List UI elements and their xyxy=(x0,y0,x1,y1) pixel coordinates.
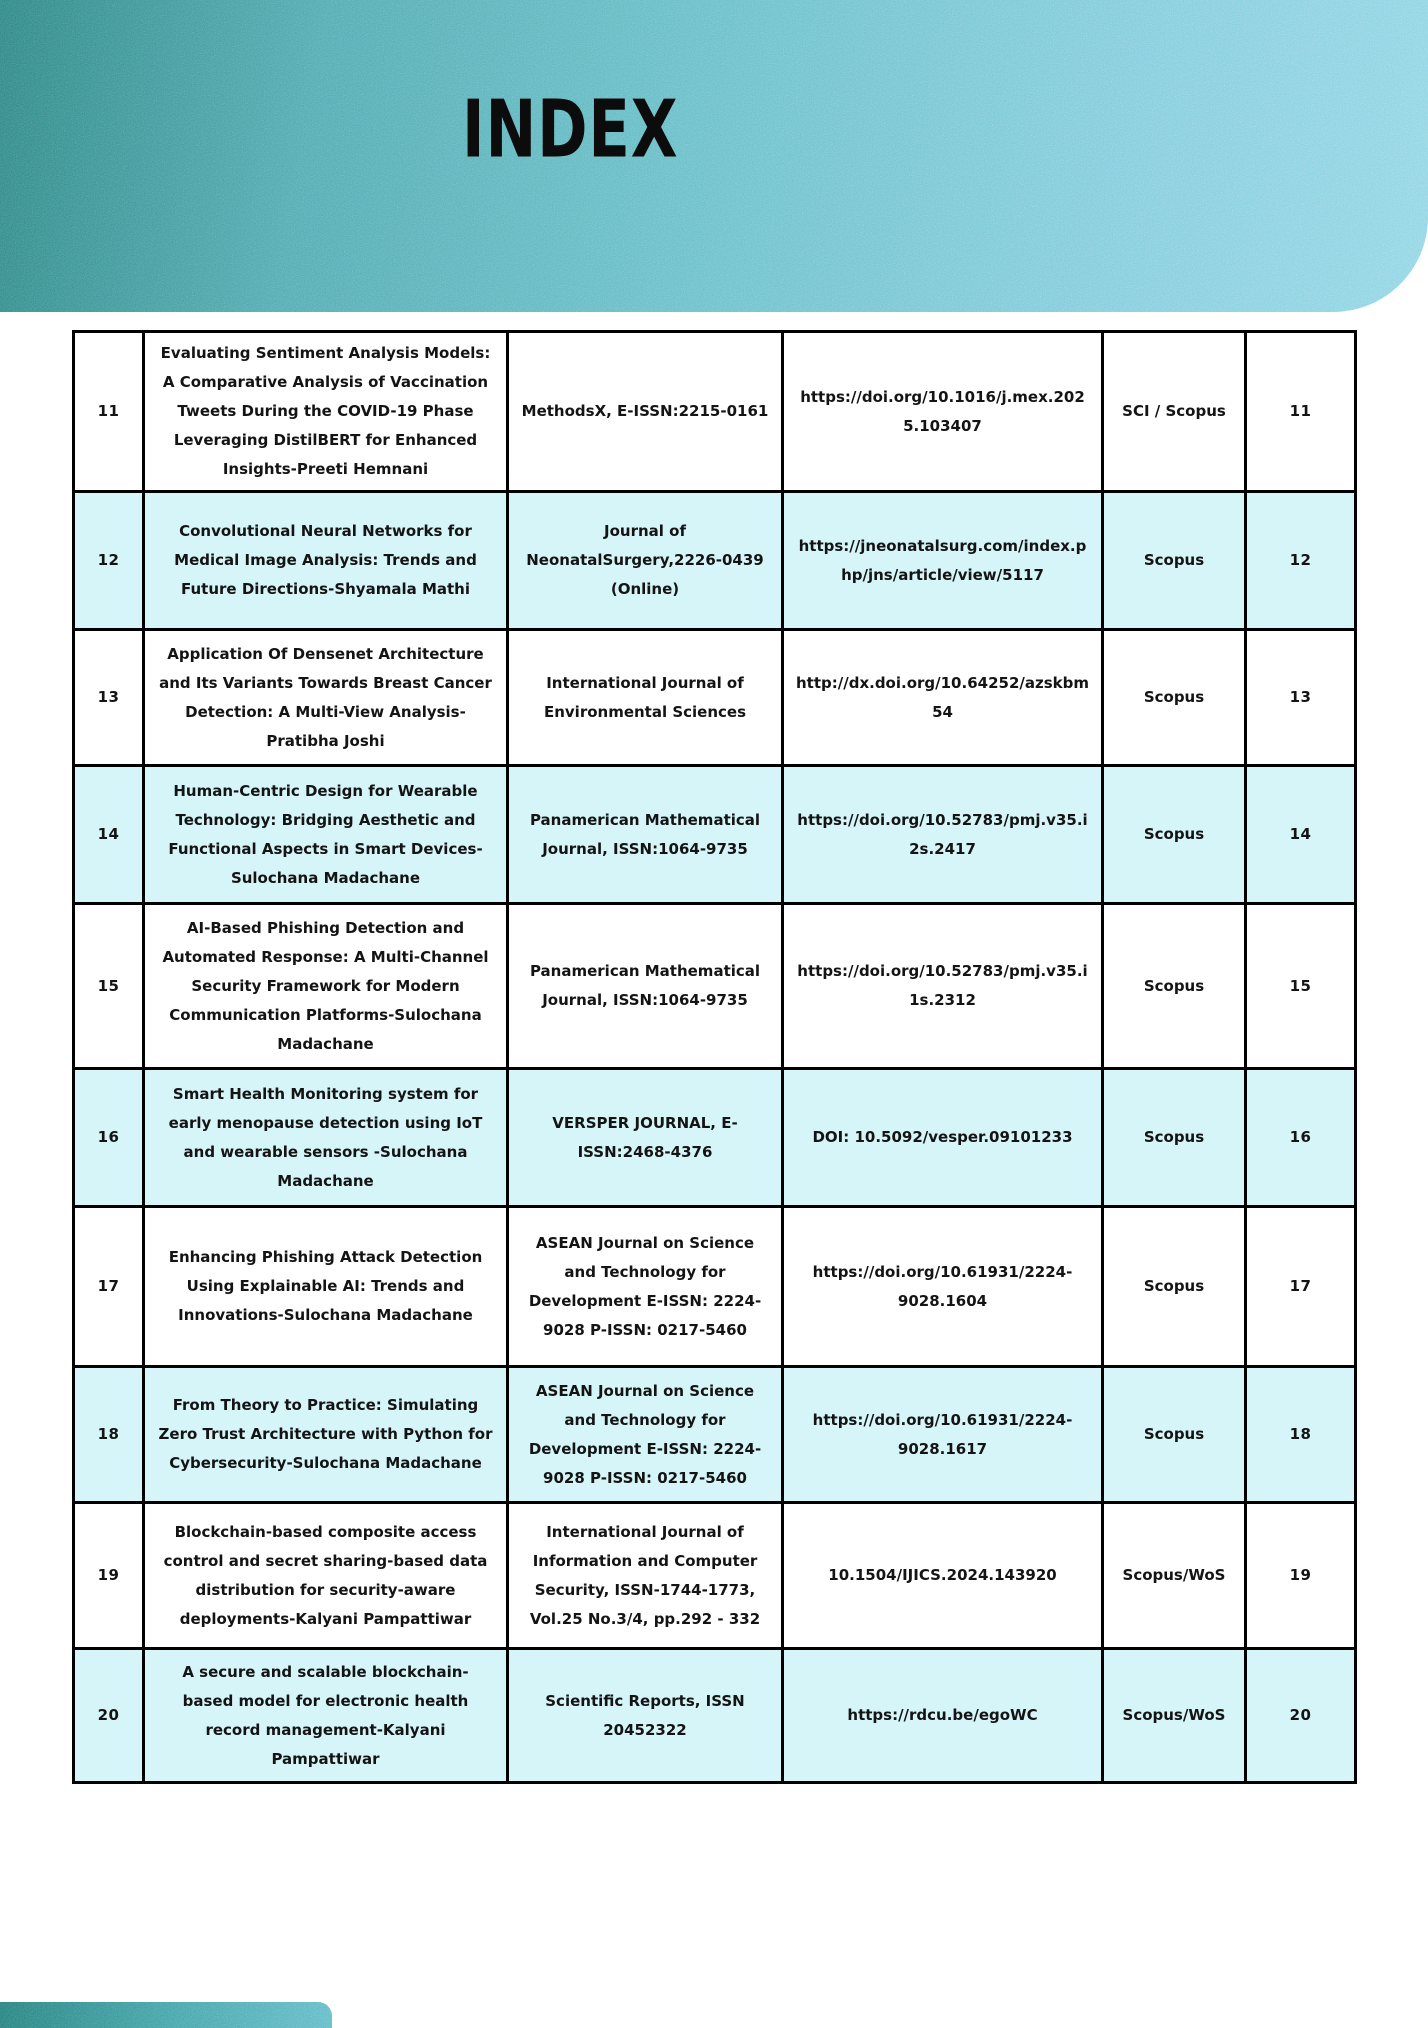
paper-title: Application Of Densenet Architecture and Its Variants Towards Breast Cancer Detection: A Multi-View Analysis-Pratibha Joshi xyxy=(144,630,508,766)
paper-link[interactable]: https://doi.org/10.61931/2224-9028.1604 xyxy=(783,1207,1103,1367)
row-index-right: 18 xyxy=(1246,1367,1356,1503)
paper-title: AI-Based Phishing Detection and Automated Response: A Multi-Channel Security Framework for Modern Communication Platforms-Sulochana Madachane xyxy=(144,904,508,1069)
paper-link[interactable]: https://doi.org/10.52783/pmj.v35.i2s.2417 xyxy=(783,766,1103,904)
row-index-right: 17 xyxy=(1246,1207,1356,1367)
journal-name: International Journal of Information and Computer Security, ISSN-1744-1773, Vol.25 No.3/4, pp.292 - 332 xyxy=(508,1503,783,1649)
row-index-left: 20 xyxy=(74,1649,144,1783)
table-row xyxy=(74,1503,1356,1649)
header-banner xyxy=(0,0,1428,312)
paper-title: A secure and scalable blockchain-based model for electronic health record management-Kalyani Pampattiwar xyxy=(144,1649,508,1783)
row-index-right: 14 xyxy=(1246,766,1356,904)
paper-title: From Theory to Practice: Simulating Zero Trust Architecture with Python for Cybersecurity-Sulochana Madachane xyxy=(144,1367,508,1503)
table-row xyxy=(74,1649,1356,1783)
paper-title: Evaluating Sentiment Analysis Models: A Comparative Analysis of Vaccination Tweets During the COVID-19 Phase Leveraging DistilBERT for Enhanced Insights-Preeti Hemnani xyxy=(144,332,508,492)
page-title-wrap xyxy=(0,81,1140,176)
table-row xyxy=(74,1207,1356,1367)
indexing-label: Scopus xyxy=(1103,630,1246,766)
row-index-left: 18 xyxy=(74,1367,144,1503)
journal-name: VERSPER JOURNAL, E-ISSN:2468-4376 xyxy=(508,1069,783,1207)
table-row xyxy=(74,766,1356,904)
paper-link[interactable]: https://rdcu.be/egoWC xyxy=(783,1649,1103,1783)
row-index-right: 15 xyxy=(1246,904,1356,1069)
row-index-right: 16 xyxy=(1246,1069,1356,1207)
indexing-label: Scopus xyxy=(1103,1207,1246,1367)
paper-link[interactable]: https://jneonatalsurg.com/index.php/jns/article/view/5117 xyxy=(783,492,1103,630)
indexing-label: Scopus xyxy=(1103,904,1246,1069)
paper-title: Blockchain-based composite access control and secret sharing-based data distribution for security-aware deployments-Kalyani Pampattiwar xyxy=(144,1503,508,1649)
row-index-left: 17 xyxy=(74,1207,144,1367)
table-row xyxy=(74,904,1356,1069)
indexing-label: Scopus/WoS xyxy=(1103,1503,1246,1649)
grain-texture xyxy=(0,2002,332,2028)
row-index-left: 14 xyxy=(74,766,144,904)
row-index-right: 19 xyxy=(1246,1503,1356,1649)
paper-title: Smart Health Monitoring system for early menopause detection using IoT and wearable sensors -Sulochana Madachane xyxy=(144,1069,508,1207)
journal-name: Panamerican Mathematical Journal, ISSN:1064-9735 xyxy=(508,766,783,904)
journal-name: International Journal of Environmental Sciences xyxy=(508,630,783,766)
footer-banner xyxy=(0,2002,332,2028)
indexing-label: Scopus xyxy=(1103,766,1246,904)
indexing-label: SCI / Scopus xyxy=(1103,332,1246,492)
paper-link[interactable]: https://doi.org/10.1016/j.mex.2025.103407 xyxy=(783,332,1103,492)
row-index-right: 13 xyxy=(1246,630,1356,766)
paper-link[interactable]: https://doi.org/10.52783/pmj.v35.i1s.2312 xyxy=(783,904,1103,1069)
paper-link[interactable]: 10.1504/IJICS.2024.143920 xyxy=(783,1503,1103,1649)
table-row xyxy=(74,1069,1356,1207)
paper-link[interactable]: http://dx.doi.org/10.64252/azskbm54 xyxy=(783,630,1103,766)
indexing-label: Scopus xyxy=(1103,1367,1246,1503)
journal-name: MethodsX, E-ISSN:2215-0161 xyxy=(508,332,783,492)
indexing-label: Scopus xyxy=(1103,1069,1246,1207)
page-title: INDEX xyxy=(461,81,679,176)
publications-table xyxy=(72,330,1357,1784)
indexing-label: Scopus xyxy=(1103,492,1246,630)
paper-link[interactable]: DOI: 10.5092/vesper.09101233 xyxy=(783,1069,1103,1207)
journal-name: ASEAN Journal on Science and Technology for Development E-ISSN: 2224-9028 P-ISSN: 0217-5460 xyxy=(508,1367,783,1503)
paper-title: Human-Centric Design for Wearable Technology: Bridging Aesthetic and Functional Aspects in Smart Devices-Sulochana Madachane xyxy=(144,766,508,904)
journal-name: Scientific Reports, ISSN 20452322 xyxy=(508,1649,783,1783)
row-index-left: 15 xyxy=(74,904,144,1069)
paper-title: Convolutional Neural Networks for Medical Image Analysis: Trends and Future Directions-Shyamala Mathi xyxy=(144,492,508,630)
journal-name: ASEAN Journal on Science and Technology for Development E-ISSN: 2224-9028 P-ISSN: 0217-5460 xyxy=(508,1207,783,1367)
row-index-right: 11 xyxy=(1246,332,1356,492)
journal-name: Journal of NeonatalSurgery,2226-0439 (Online) xyxy=(508,492,783,630)
table-row xyxy=(74,630,1356,766)
journal-name: Panamerican Mathematical Journal, ISSN:1064-9735 xyxy=(508,904,783,1069)
paper-title: Enhancing Phishing Attack Detection Using Explainable AI: Trends and Innovations-Sulochana Madachane xyxy=(144,1207,508,1367)
row-index-right: 12 xyxy=(1246,492,1356,630)
table-row xyxy=(74,492,1356,630)
row-index-left: 16 xyxy=(74,1069,144,1207)
row-index-left: 12 xyxy=(74,492,144,630)
table-row xyxy=(74,332,1356,492)
row-index-left: 19 xyxy=(74,1503,144,1649)
row-index-right: 20 xyxy=(1246,1649,1356,1783)
table-row xyxy=(74,1367,1356,1503)
indexing-label: Scopus/WoS xyxy=(1103,1649,1246,1783)
paper-link[interactable]: https://doi.org/10.61931/2224-9028.1617 xyxy=(783,1367,1103,1503)
row-index-left: 11 xyxy=(74,332,144,492)
row-index-left: 13 xyxy=(74,630,144,766)
